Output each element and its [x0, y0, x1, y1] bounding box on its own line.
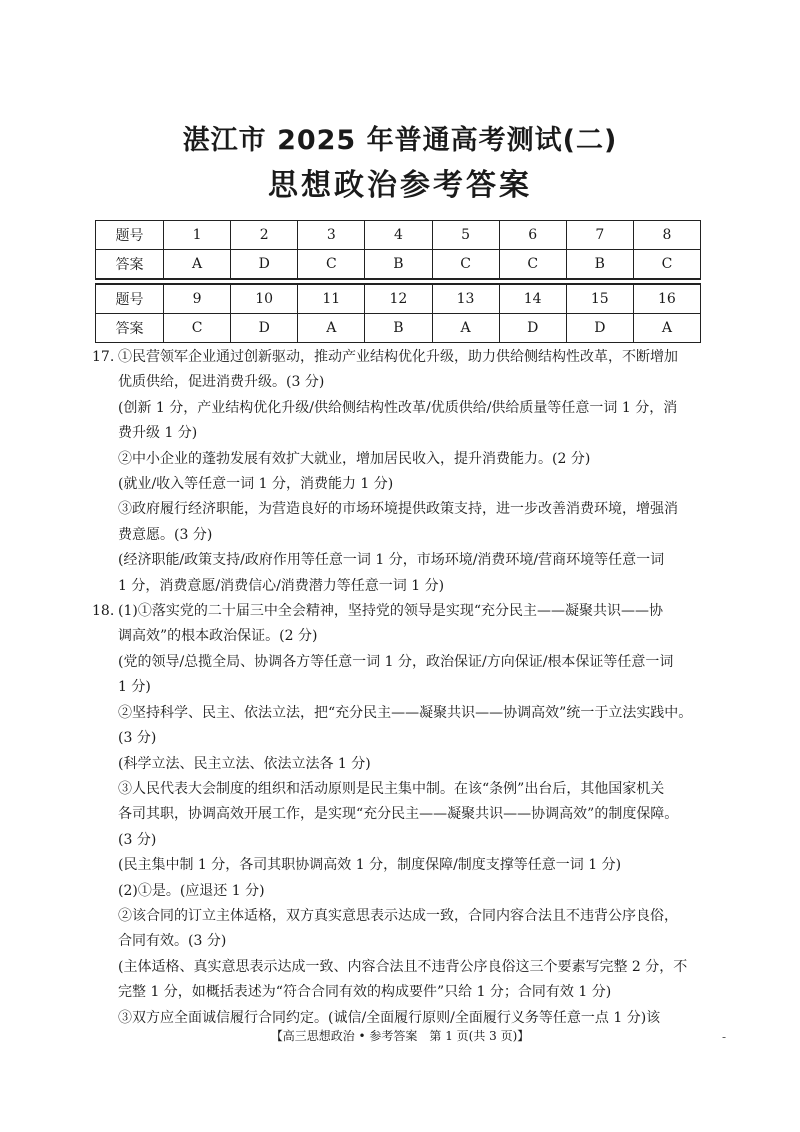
- question-number-row: [96, 221, 701, 250]
- answer-text: ②坚持科学、民主、依法立法，把“充分民主——凝聚共识——协调高效”统一于立法实践中。: [118, 704, 693, 721]
- table-cell: 7: [566, 221, 633, 250]
- answer-line: [118, 472, 712, 497]
- answer-line: [118, 777, 712, 802]
- table-cell: 15: [566, 284, 633, 314]
- table-cell: D: [231, 314, 298, 343]
- table-cell: 14: [499, 284, 566, 314]
- answer-line: [118, 447, 712, 472]
- answer-line: [118, 548, 712, 573]
- row-label: 答案: [96, 314, 164, 343]
- table-cell: C: [164, 314, 231, 343]
- table-cell: D: [231, 250, 298, 280]
- table-cell: C: [633, 250, 700, 280]
- answer-line: [118, 980, 712, 1005]
- row-label: 答案: [96, 250, 164, 280]
- answer-text: 调高效”的根本政治保证。(2 分): [118, 628, 318, 645]
- answer-line: [118, 879, 712, 904]
- answer-line: [118, 574, 712, 599]
- document-title: 湛江市 2025 年普通高考测试(二): [182, 125, 618, 156]
- answer-body: [92, 345, 712, 1031]
- row-label: 题号: [96, 284, 164, 314]
- table-cell: 6: [499, 221, 566, 250]
- answer-line: [118, 624, 712, 649]
- answer-text: (党的领导/总揽全局、协调各方等任意一词 1 分，政治保证/方向保证/根本保证等任意一词: [118, 653, 674, 670]
- answer-line: [92, 345, 712, 370]
- table-cell: 12: [365, 284, 432, 314]
- table-cell: 2: [231, 221, 298, 250]
- table-cell: D: [499, 314, 566, 343]
- answer-text: (3 分): [118, 831, 157, 848]
- table-cell: 9: [164, 284, 231, 314]
- table-cell: 4: [365, 221, 432, 250]
- answer-line: [118, 929, 712, 954]
- answer-line: [118, 752, 712, 777]
- table-cell: C: [432, 250, 499, 280]
- answer-line: [118, 523, 712, 548]
- document-subtitle: 思想政治参考答案: [268, 168, 532, 203]
- answer-text: 完整 1 分，如概括表述为“符合合同有效的构成要件”只给 1 分；合同有效 1 分): [118, 984, 612, 1001]
- table-cell: 5: [432, 221, 499, 250]
- table-cell: 8: [633, 221, 700, 250]
- table-cell: A: [164, 250, 231, 280]
- answer-text: (经济职能/政策支持/政府作用等任意一词 1 分，市场环境/消费环境/营商环境等任意一词: [118, 552, 665, 569]
- answer-text: ②中小企业的蓬勃发展有效扩大就业，增加居民收入，提升消费能力。(2 分): [118, 450, 591, 467]
- answer-text: ③双方应全面诚信履行合同约定。(诚信/全面履行原则/全面履行义务等任意一点 1 分)该: [118, 1009, 661, 1026]
- footer-mark: -: [722, 1030, 727, 1044]
- answer-text: 1 分): [118, 679, 151, 696]
- table-cell: 16: [633, 284, 700, 314]
- answer-line: [118, 701, 712, 726]
- answer-line: [118, 497, 712, 522]
- question-number-row: [96, 284, 701, 314]
- table-cell: B: [365, 314, 432, 343]
- answer-line: [118, 370, 712, 395]
- table-cell: A: [432, 314, 499, 343]
- answer-text: (2)①是。(应退还 1 分): [118, 882, 265, 899]
- table-cell: 13: [432, 284, 499, 314]
- answer-line: [118, 650, 712, 675]
- answer-text: (科学立法、民主立法、依法立法各 1 分): [118, 755, 371, 772]
- answer-text: ③人民代表大会制度的组织和活动原则是民主集中制。在该“条例”出台后，其他国家机关: [118, 780, 665, 797]
- answer-line: [118, 828, 712, 853]
- table-cell: A: [633, 314, 700, 343]
- table-cell: D: [566, 314, 633, 343]
- answer-row: [96, 314, 701, 343]
- question-18: [92, 599, 712, 1031]
- answer-text: (民主集中制 1 分，各司其职协调高效 1 分，制度保障/制度支撑等任意一词 1 分): [118, 857, 622, 874]
- answer-text: 各司其职，协调高效开展工作，是实现“充分民主——凝聚共识——协调高效”的制度保障。: [118, 806, 679, 823]
- question-number: 18.: [92, 603, 115, 620]
- answer-text: ①民营领军企业通过创新驱动，推动产业结构优化升级，助力供给侧结构性改革，不断增加: [118, 349, 678, 365]
- table-cell: B: [365, 250, 432, 280]
- answer-line: [118, 853, 712, 878]
- answer-line: [118, 421, 712, 446]
- answer-row: [96, 250, 701, 280]
- answer-line: [118, 396, 712, 421]
- answer-text: (就业/收入等任意一词 1 分，消费能力 1 分): [118, 476, 394, 493]
- answer-line: [118, 802, 712, 827]
- answer-line: [118, 675, 712, 700]
- answer-text: 费升级 1 分): [118, 425, 198, 442]
- answer-text: (主体适格、真实意思表示达成一致、内容合法且不违背公序良俗这三个要素写完整 2 分，不: [118, 958, 688, 975]
- table-cell: C: [298, 250, 365, 280]
- answer-text: 1 分，消费意愿/消费信心/消费潜力等任意一词 1 分): [118, 577, 445, 594]
- table-cell: 10: [231, 284, 298, 314]
- answer-line: [118, 955, 712, 980]
- table-cell: 1: [164, 221, 231, 250]
- table-cell: 3: [298, 221, 365, 250]
- answer-text: 费意愿。(3 分): [118, 526, 213, 543]
- question-17: [92, 345, 712, 599]
- table-cell: A: [298, 314, 365, 343]
- page-footer: 【高三思想政治 • 参考答案 第 1 页(共 3 页)】: [270, 1029, 530, 1043]
- table-cell: B: [566, 250, 633, 280]
- question-number: 17.: [92, 349, 115, 365]
- row-label: 题号: [96, 221, 164, 250]
- answer-line: [92, 599, 712, 624]
- answer-text: (创新 1 分，产业结构优化升级/供给侧结构性改革/优质供给/供给质量等任意一词 1 分，消: [118, 399, 678, 416]
- answer-line: [118, 726, 712, 751]
- table-cell: C: [499, 250, 566, 280]
- answer-table: [95, 220, 701, 343]
- answer-text: (1)①落实党的二十届三中全会精神，坚持党的领导是实现“充分民主——凝聚共识——协: [118, 603, 663, 620]
- answer-text: ③政府履行经济职能，为营造良好的市场环境提供政策支持，进一步改善消费环境，增强消: [118, 501, 678, 518]
- answer-text: 优质供给，促进消费升级。(3 分): [118, 374, 325, 391]
- answer-text: ②该合同的订立主体适格，双方真实意思表示达成一致，合同内容合法且不违背公序良俗，: [118, 907, 678, 924]
- answer-text: 合同有效。(3 分): [118, 933, 227, 950]
- answer-line: [118, 904, 712, 929]
- table-cell: 11: [298, 284, 365, 314]
- answer-text: (3 分): [118, 730, 157, 747]
